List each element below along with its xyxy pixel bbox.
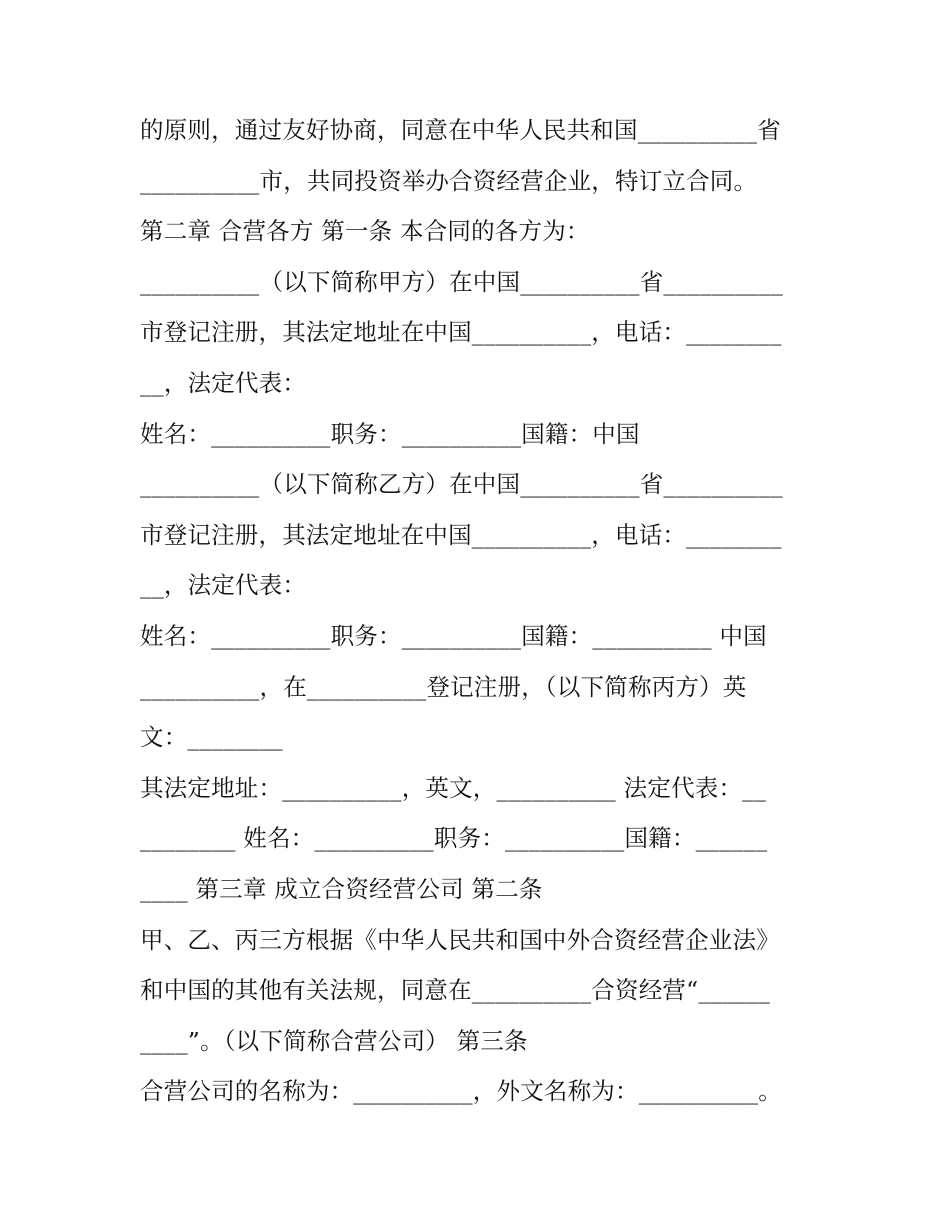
text-line: 文：________ bbox=[140, 723, 283, 752]
text-line: 其法定地址：__________，英文，__________ 法定代表：__ bbox=[140, 773, 767, 802]
text-line: ____”。（以下简称合营公司） 第三条 bbox=[140, 1026, 528, 1055]
text-line: 市登记注册，其法定地址在中国__________，电话：________ bbox=[140, 520, 782, 549]
text-line: __，法定代表： bbox=[140, 571, 307, 600]
text-line: 甲、乙、丙三方根据《中华人民共和国中外合资经营企业法》 bbox=[140, 925, 780, 954]
text-line: 市登记注册，其法定地址在中国__________，电话：________ bbox=[140, 318, 782, 347]
chapter-heading: ____ 第三章 成立合资经营公司 第二条 bbox=[140, 874, 543, 903]
text-line: ________ 姓名：__________职务：__________国籍：______ bbox=[140, 824, 768, 853]
text-line: 姓名：__________职务：__________国籍：__________ 中国 bbox=[140, 621, 767, 650]
chapter-heading: 第二章 合营各方 第一条 本合同的各方为： bbox=[140, 217, 590, 246]
text-line: __________市，共同投资举办合资经营企业，特订立合同。 bbox=[140, 166, 758, 195]
text-line: 和中国的其他有关法规，同意在__________合资经营“______ bbox=[140, 976, 771, 1005]
text-line: __________，在__________登记注册，（以下简称丙方）英 bbox=[140, 672, 747, 701]
text-line: 合营公司的名称为：__________，外文名称为：__________。 bbox=[140, 1077, 782, 1106]
contract-text bbox=[140, 105, 820, 1117]
text-line: 姓名：__________职务：__________国籍：中国 bbox=[140, 419, 640, 448]
text-line: __，法定代表： bbox=[140, 368, 307, 397]
text-line: 的原则，通过友好协商，同意在中华人民共和国__________省 bbox=[140, 116, 781, 144]
text-line: __________（以下简称乙方）在中国__________省__________ bbox=[140, 470, 783, 499]
text-line: __________（以下简称甲方）在中国__________省__________ bbox=[140, 267, 783, 296]
